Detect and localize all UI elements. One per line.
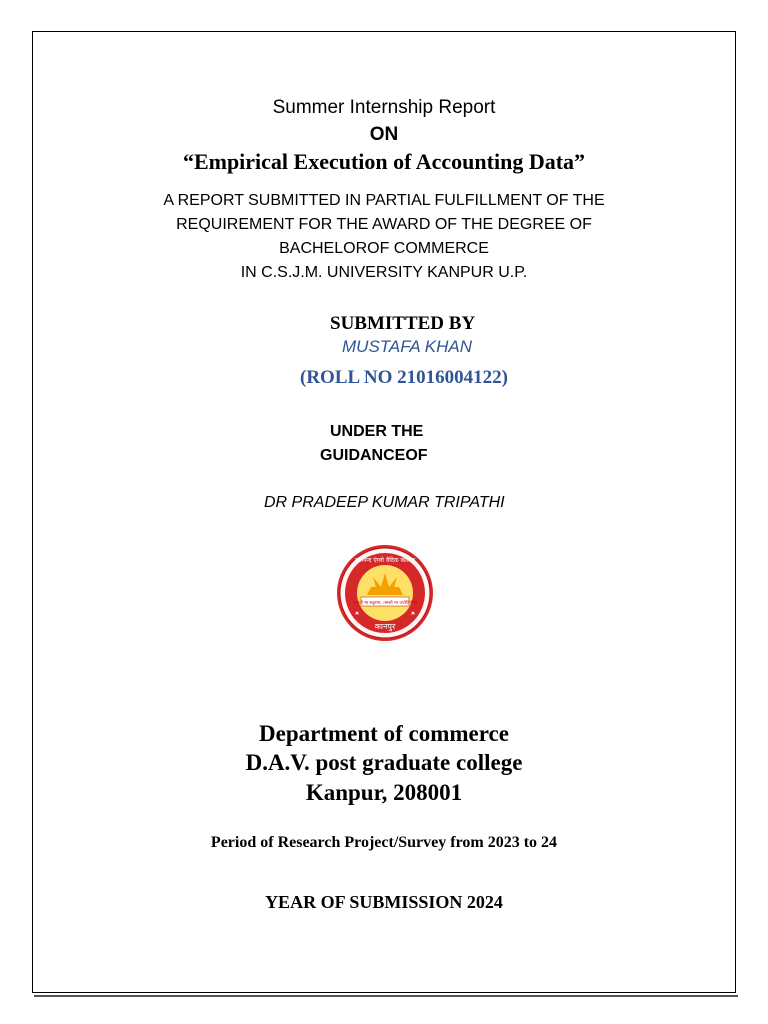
purpose-line-1: A REPORT SUBMITTED IN PARTIAL FULFILLMENT OF THE [163, 192, 605, 209]
seal-motto-text: असतो मा सद्गमय, तमसो मा ज्योतिर्गमय [352, 601, 418, 606]
submission-year: YEAR OF SUBMISSION 2024 [265, 892, 503, 912]
purpose-line-4: IN C.S.J.M. UNIVERSITY KANPUR U.P. [240, 264, 528, 281]
purpose-line-3: BACHELOROF COMMERCE [279, 240, 489, 257]
college-city: Kanpur, 208001 [305, 780, 463, 805]
submitted-by-label: SUBMITTED BY [330, 313, 476, 334]
report-heading: Summer Internship Report [272, 97, 496, 118]
seal-top-text: दयानन्द एंग्लो वैदिक कॉलेज [354, 557, 416, 564]
purpose-line-2: REQUIREMENT FOR THE AWARD OF THE DEGREE OF [176, 216, 592, 233]
guidance-label-2: GUIDANCEOF [320, 447, 428, 464]
report-title: “Empirical Execution of Accounting Data” [182, 149, 586, 174]
report-on: ON [369, 124, 399, 145]
college-name: D.A.V. post graduate college [245, 750, 523, 775]
research-period: Period of Research Project/Survey from 2023 to 24 [210, 834, 558, 851]
guidance-label-1: UNDER THE [330, 423, 424, 440]
guide-name: DR PRADEEP KUMAR TRIPATHI [264, 494, 505, 511]
college-seal-icon [330, 543, 440, 643]
page-border-shadow [34, 995, 738, 997]
department-name: Department of commerce [259, 721, 509, 746]
seal-bottom-text: कानपुर [374, 622, 396, 631]
roll-number: (ROLL NO 21016004122) [300, 367, 508, 388]
student-name: MUSTAFA KHAN [342, 337, 473, 356]
